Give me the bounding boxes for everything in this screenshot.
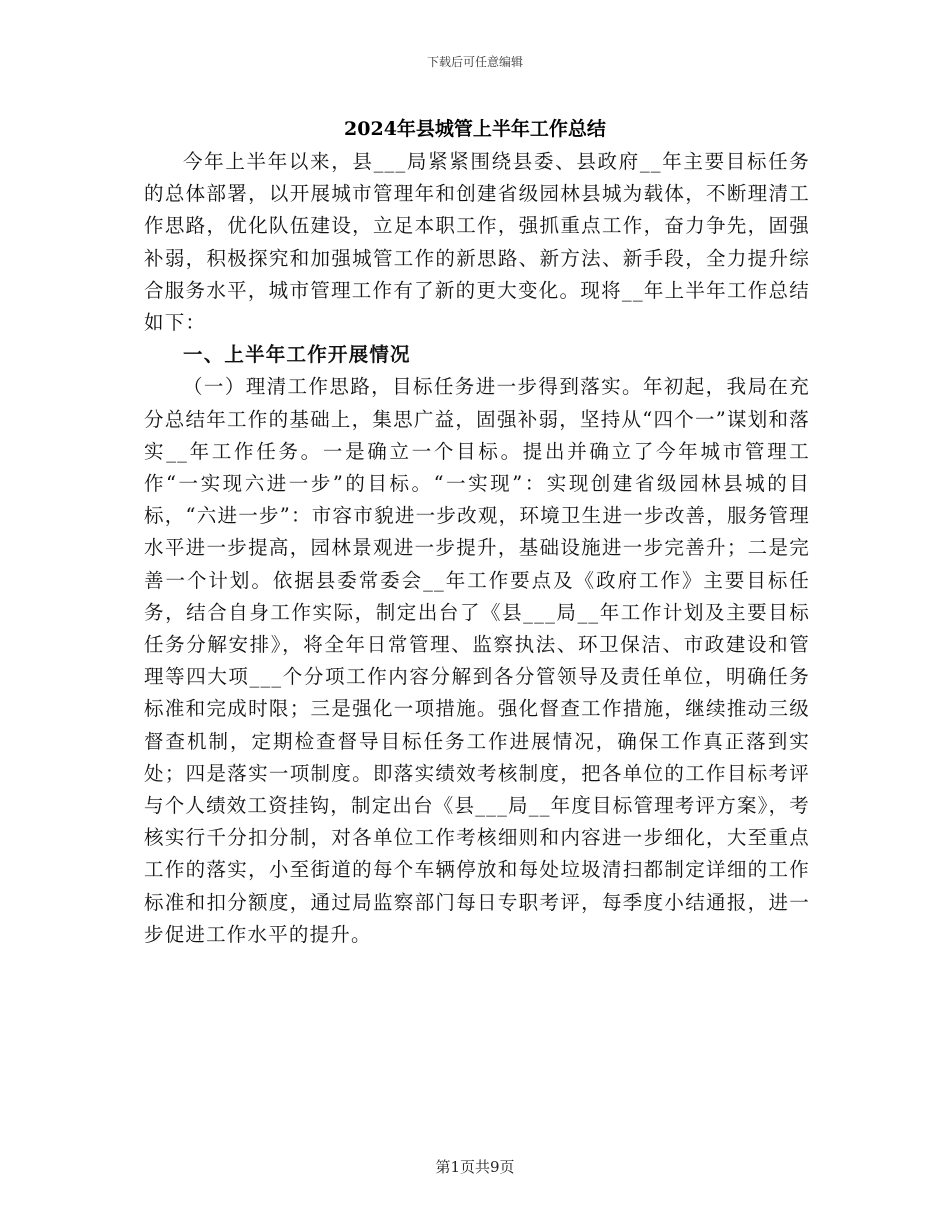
intro-paragraph: 今年上半年以来，县___局紧紧围绕县委、县政府__年主要目标任务的总体部署，以开展城市管理年和创建省级园林县城为载体，不断理清工作思路，优化队伍建设，立足本职工作，强抓重点工作，奋力争先，固强补弱，积极探究和加强城管工作的新思路、新方法、新手段，全力提升综合服务水平，城市管理工作有了新的更大变化。现将__年上半年工作总结如下： <box>144 150 810 335</box>
body-paragraph: （一）理清工作思路，目标任务进一步得到落实。年初起，我局在充分总结年工作的基础上，集思广益，固强补弱，坚持从“四个一”谋划和落实__年工作任务。一是确立一个目标。提出并确立了今年城市管理工作“一实现六进一步”的目标。“一实现”：实现创建省级园林县城的目标，“六进一步”：市容市貌进一步改观，环境卫生进一步改善，服务管理水平进一步提高，园林景观进一步提升，基础设施进一步完善升；二是完善一个计划。依据县委常委会__年工作要点及《政府工作》主要目标任务，结合自身工作实际，制定出台了《县___局__年工作计划及主要目标任务分解安排》，将全年日常管理、监察执法、环卫保洁、市政建设和管理等四大项___个分项工作内容分解到各分管领导及责任单位，明确任务标准和完成时限；三是强化一项措施。强化督查工作措施，继续推动三级督查机制，定期检查督导目标任务工作进展情况，确保工作真正落到实处；四是落实一项制度。即落实绩效考核制度，把各单位的工作目标考评与个人绩效工资挂钩，制定出台《县___局__年度目标管理考评方案》，考核实行千分扣分制，对各单位工作考核细则和内容进一步细化，大至重点工作的落实，小至街道的每个车辆停放和每处垃圾清扫都制定详细的工作标准和扣分额度，通过局监察部门每日专职考评，每季度小结通报，进一步促进工作水平的提升。 <box>144 375 811 946</box>
page-number: 第1页共9页 <box>435 1158 515 1176</box>
document-body <box>144 146 810 951</box>
header-note: 下载后可任意编辑 <box>426 55 523 69</box>
document-title: 2024年县城管上半年工作总结 <box>344 118 606 140</box>
section-heading: 一、上半年工作开展情况 <box>183 343 411 367</box>
